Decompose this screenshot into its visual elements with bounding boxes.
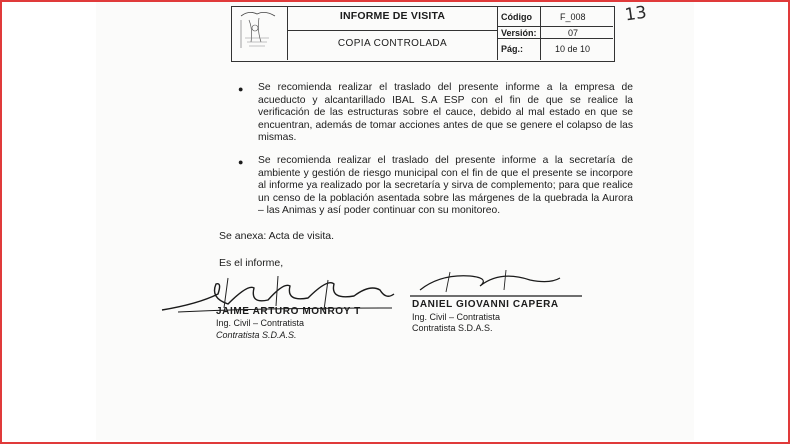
signer-name-1: JAIME ARTURO MONROY T xyxy=(216,306,361,317)
signer-name-2: DANIEL GIOVANNI CAPERA xyxy=(412,299,559,310)
codigo-value: F_008 xyxy=(560,12,586,22)
logo xyxy=(235,8,285,54)
handwritten-page-mark: 13 xyxy=(623,2,648,26)
version-value: 07 xyxy=(568,28,579,38)
bullet-dot: ● xyxy=(238,157,244,167)
closing-line: Es el informe, xyxy=(219,257,284,269)
document-title: INFORME DE VISITA xyxy=(339,10,446,22)
document-page xyxy=(96,2,694,440)
recommendation-paragraph-1: Se recomienda realizar el traslado del presente informe a la empresa de acueducto y alcantarillado IBAL S.A ESP con el fin de que se realice la verificación de las estructuras sobre el cauce, debido al mal estado en que se encuentran, además de tomar acciones antes de que se genere el colapso de las mismas. xyxy=(258,82,633,144)
version-label: Versión: xyxy=(501,28,537,38)
codigo-label: Código xyxy=(501,12,532,22)
annex-line: Se anexa: Acta de visita. xyxy=(219,230,334,242)
recommendation-paragraph-2: Se recomienda realizar el traslado del presente informe a la secretaría de ambiente y gestión de riesgo municipal con el fin de que el presente se incorpore al informe ya realizado por la secretaría y sirva de complemento; para que realice un censo de la población asentada sobre las márgenes de la quebrada la Aurora – las Animas y así poder continuar con su monitoreo. xyxy=(258,155,633,217)
signer-role-2: Ing. Civil – Contratista xyxy=(412,312,501,322)
bullet-dot: ● xyxy=(238,84,244,94)
signer-org-2: Contratista S.D.A.S. xyxy=(412,323,493,333)
pag-value: 10 de 10 xyxy=(555,44,591,54)
signer-role-1: Ing. Civil – Contratista xyxy=(216,318,305,328)
document-subtitle: COPIA CONTROLADA xyxy=(337,38,448,49)
pag-label: Pág.: xyxy=(501,44,524,54)
signature-scribble-2 xyxy=(410,266,585,300)
signer-org-1: Contratista S.D.A.S. xyxy=(216,330,297,340)
